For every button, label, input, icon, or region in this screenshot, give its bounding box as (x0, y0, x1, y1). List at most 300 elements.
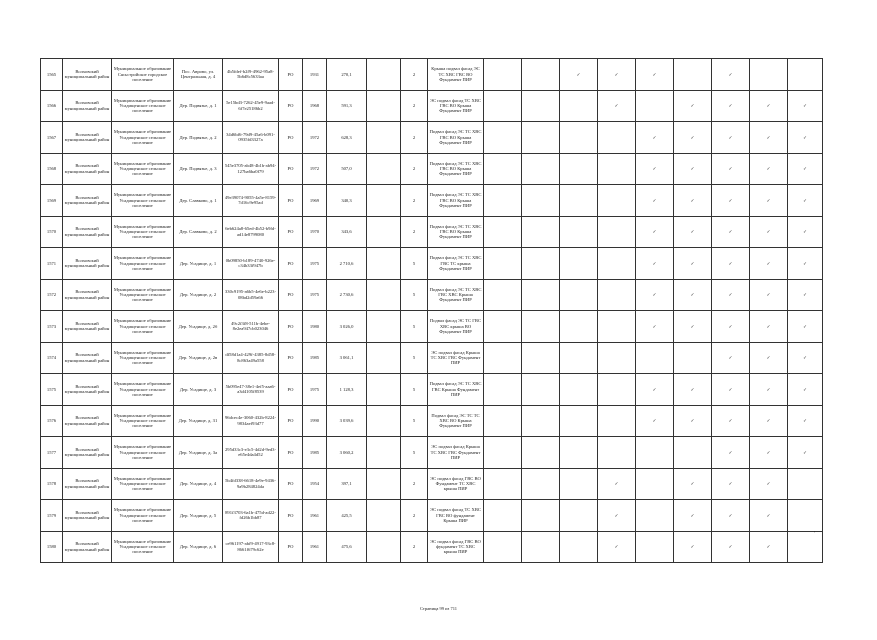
floors-cell: 5 (401, 248, 428, 280)
check-mark-icon: ✓ (788, 342, 823, 374)
municipality-cell: Муниципальное образование Усадищенское сельское поселение (112, 500, 174, 532)
district-cell: Волховский муниципальный район (63, 248, 112, 280)
check-mark-icon: ✓ (750, 500, 788, 532)
check-mark-icon: ✓ (788, 90, 823, 122)
check-mark-icon: ✓ (750, 122, 788, 154)
empty-check-cell (522, 374, 560, 406)
guid-cell: 5b4fd338-6618-4e9e-9436-9a9b284824da (223, 468, 279, 500)
works-cell: Подвал фасад ЭС ТС ХВС ГВС ВО Крыша Фундамент ПИР (428, 122, 484, 154)
row-number: 1567 (41, 122, 63, 154)
guid-cell: 545e3705-ab48-4b1b-ab94-127ba6ba0f79 (223, 153, 279, 185)
row-number: 1576 (41, 405, 63, 437)
empty-check-cell (636, 90, 674, 122)
municipality-cell: Муниципальное образование Усадищенское сельское поселение (112, 405, 174, 437)
check-mark-icon: ✓ (674, 279, 712, 311)
district-cell: Волховский муниципальный район (63, 468, 112, 500)
empty-check-cell (788, 59, 823, 91)
year-cell: 1970 (303, 216, 327, 248)
table-row (41, 531, 823, 563)
type-cell: РО (279, 531, 303, 563)
stray-mark: ' (814, 531, 816, 537)
type-cell: РО (279, 468, 303, 500)
district-cell: Волховский муниципальный район (63, 531, 112, 563)
type-cell: РО (279, 342, 303, 374)
floors-cell: 5 (401, 342, 428, 374)
empty-check-cell (560, 531, 598, 563)
guid-cell: 49e39074-9055-4a5e-8159-7d16c9e95ad (223, 185, 279, 217)
municipality-cell: Муниципальное образование Усадищенское сельское поселение (112, 248, 174, 280)
row-number: 1565 (41, 59, 63, 91)
row-number: 1578 (41, 468, 63, 500)
check-mark-icon: ✓ (712, 311, 750, 343)
address-cell: Дер. Подвязье, д. 1 (174, 90, 223, 122)
district-cell: Волховский муниципальный район (63, 153, 112, 185)
floors-cell: 5 (401, 311, 428, 343)
check-mark-icon: ✓ (712, 437, 750, 469)
check-mark-icon: ✓ (598, 500, 636, 532)
check-mark-icon: ✓ (788, 153, 823, 185)
address-cell: Дер. Славково, д. 1 (174, 185, 223, 217)
empty-cell (367, 122, 401, 154)
empty-cell (367, 531, 401, 563)
empty-cell (367, 500, 401, 532)
empty-check-cell (484, 342, 522, 374)
address-cell: Дер. Усадище, д. 2б (174, 311, 223, 343)
area-cell: 1 128,3 (327, 374, 367, 406)
table-row (41, 185, 823, 217)
area-cell: 3 026,0 (327, 311, 367, 343)
works-cell: ЭС подвал фасад ТС ХВС ГВС ВО фундамент Крыша ПИР (428, 500, 484, 532)
check-mark-icon: ✓ (788, 122, 823, 154)
empty-check-cell (484, 500, 522, 532)
empty-check-cell (636, 531, 674, 563)
check-mark-icon: ✓ (750, 279, 788, 311)
floors-cell: 2 (401, 500, 428, 532)
municipality-cell: Муниципальное образование Усадищенское сельское поселение (112, 185, 174, 217)
table-row (41, 374, 823, 406)
address-cell: Дер. Усадище, д. 2 (174, 279, 223, 311)
year-cell: 1985 (303, 342, 327, 374)
table-row (41, 90, 823, 122)
floors-cell: 2 (401, 531, 428, 563)
area-cell: 628,3 (327, 122, 367, 154)
guid-cell: 891f3703-6a1b-475d-ad22-fd26b1bb87 (223, 500, 279, 532)
check-mark-icon: ✓ (712, 531, 750, 563)
check-mark-icon: ✓ (560, 59, 598, 91)
type-cell: РО (279, 90, 303, 122)
empty-check-cell (598, 122, 636, 154)
empty-check-cell (522, 531, 560, 563)
check-mark-icon: ✓ (750, 468, 788, 500)
year-cell: 1968 (303, 90, 327, 122)
check-mark-icon: ✓ (712, 185, 750, 217)
check-mark-icon: ✓ (712, 153, 750, 185)
area-cell: 3 061,1 (327, 342, 367, 374)
municipality-cell: Муниципальное образование Сясьстройское городское поселение (112, 59, 174, 91)
floors-cell: 2 (401, 59, 428, 91)
row-number: 1572 (41, 279, 63, 311)
empty-cell (367, 342, 401, 374)
floors-cell: 2 (401, 185, 428, 217)
check-mark-icon: ✓ (674, 248, 712, 280)
type-cell: РО (279, 374, 303, 406)
guid-cell: ce961197-abf9-4917-93c8-8661f679c62e (223, 531, 279, 563)
check-mark-icon: ✓ (712, 405, 750, 437)
table-row (41, 437, 823, 469)
check-mark-icon: ✓ (788, 185, 823, 217)
check-mark-icon: ✓ (636, 311, 674, 343)
works-cell: ЭС подвал фасад ТС ХВС ГВС ВО Крыша Фундамент ПИР (428, 90, 484, 122)
empty-check-cell (636, 437, 674, 469)
empty-check-cell (560, 405, 598, 437)
empty-check-cell (788, 531, 823, 563)
empty-check-cell (522, 59, 560, 91)
floors-cell: 5 (401, 279, 428, 311)
check-mark-icon: ✓ (598, 531, 636, 563)
municipality-cell: Муниципальное образование Усадищенское сельское поселение (112, 216, 174, 248)
municipality-cell: Муниципальное образование Усадищенское сельское поселение (112, 342, 174, 374)
table-row (41, 216, 823, 248)
address-cell: Дер. Усадище, д. 31 (174, 405, 223, 437)
year-cell: 1961 (303, 531, 327, 563)
row-number: 1568 (41, 153, 63, 185)
empty-cell (367, 374, 401, 406)
empty-check-cell (484, 248, 522, 280)
table-row (41, 122, 823, 154)
empty-cell (367, 248, 401, 280)
works-cell: ЭС подвал фасад ГВС ВО фундамент ТС ХВС крыша ПИР (428, 531, 484, 563)
empty-check-cell (598, 216, 636, 248)
empty-cell (367, 153, 401, 185)
year-cell: 1980 (303, 311, 327, 343)
empty-check-cell (598, 342, 636, 374)
empty-cell (367, 468, 401, 500)
check-mark-icon: ✓ (674, 374, 712, 406)
municipality-cell: Муниципальное образование Усадищенское сельское поселение (112, 531, 174, 563)
area-cell: 343,6 (327, 216, 367, 248)
empty-check-cell (750, 59, 788, 91)
year-cell: 1975 (303, 248, 327, 280)
table-row (41, 311, 823, 343)
empty-cell (367, 185, 401, 217)
check-mark-icon: ✓ (712, 90, 750, 122)
row-number: 1573 (41, 311, 63, 343)
check-mark-icon: ✓ (636, 122, 674, 154)
district-cell: Волховский муниципальный район (63, 185, 112, 217)
check-mark-icon: ✓ (712, 342, 750, 374)
district-cell: Волховский муниципальный район (63, 374, 112, 406)
works-cell: Подвал фасад ЭС ТС ХВС ГВС ВО Крыша Фундамент ПИР (428, 216, 484, 248)
empty-check-cell (788, 468, 823, 500)
check-mark-icon: ✓ (712, 468, 750, 500)
row-number: 1575 (41, 374, 63, 406)
municipality-cell: Муниципальное образование Усадищенское сельское поселение (112, 374, 174, 406)
address-cell: Дер. Усадище, д. 1 (174, 248, 223, 280)
row-number: 1579 (41, 500, 63, 532)
type-cell: РО (279, 153, 303, 185)
page-footer: Страница 99 из 711 (419, 606, 458, 611)
check-mark-icon: ✓ (674, 311, 712, 343)
address-cell: Дер. Подвязье, д. 2 (174, 122, 223, 154)
row-number: 1577 (41, 437, 63, 469)
empty-check-cell (522, 185, 560, 217)
floors-cell: 5 (401, 437, 428, 469)
year-cell: 1985 (303, 437, 327, 469)
empty-check-cell (598, 437, 636, 469)
check-mark-icon: ✓ (788, 279, 823, 311)
check-mark-icon: ✓ (750, 437, 788, 469)
table-row (41, 59, 823, 91)
area-cell: 425,5 (327, 500, 367, 532)
check-mark-icon: ✓ (598, 59, 636, 91)
empty-cell (367, 279, 401, 311)
type-cell: РО (279, 122, 303, 154)
district-cell: Волховский муниципальный район (63, 59, 112, 91)
row-number: 1570 (41, 216, 63, 248)
works-cell: Подвал фасад ЭС ТС ТС ХВС ВО Крыша Фундамент ПИР (428, 405, 484, 437)
table-row (41, 248, 823, 280)
empty-check-cell (560, 122, 598, 154)
guid-cell: 5e15bd3-7262-45e9-9aad-6f7e25186b2 (223, 90, 279, 122)
address-cell: Дер. Усадище, д. 3 (174, 374, 223, 406)
municipality-cell: Муниципальное образование Усадищенское сельское поселение (112, 311, 174, 343)
works-cell: Крыша подвал фасад ЭС ТС ХВС ГВС ВО Фундамент ПИР (428, 59, 484, 91)
check-mark-icon: ✓ (788, 248, 823, 280)
check-mark-icon: ✓ (750, 153, 788, 185)
empty-check-cell (598, 374, 636, 406)
works-cell: ЭС подвал фасад ГВС ВО Фундамент ТС ХВС крыша ПИР (428, 468, 484, 500)
guid-cell: 330c9195-a6b5-4e6e-b223-08bd2d59a66 (223, 279, 279, 311)
address-cell: Дер. Славково, д. 2 (174, 216, 223, 248)
works-cell: Подвал фасад ЭС ТС ХВС ГВС ВО Крыша Фундамент ПИР (428, 153, 484, 185)
floors-cell: 5 (401, 374, 428, 406)
empty-cell (367, 216, 401, 248)
district-cell: Волховский муниципальный район (63, 311, 112, 343)
check-mark-icon: ✓ (788, 405, 823, 437)
empty-check-cell (522, 248, 560, 280)
check-mark-icon: ✓ (636, 216, 674, 248)
check-mark-icon: ✓ (674, 90, 712, 122)
type-cell: РО (279, 279, 303, 311)
empty-check-cell (674, 342, 712, 374)
works-cell: Подвал фасад ЭС ТС ХВС ГВС ВО Крыша Фундамент ПИР (428, 185, 484, 217)
guid-cell: 5b095e47-38e1-4ef5-aaa6-a3d4105f8539 (223, 374, 279, 406)
check-mark-icon: ✓ (712, 59, 750, 91)
empty-check-cell (598, 185, 636, 217)
check-mark-icon: ✓ (636, 59, 674, 91)
address-cell: Дер. Усадище, д. 3а (174, 437, 223, 469)
check-mark-icon: ✓ (674, 122, 712, 154)
empty-check-cell (674, 59, 712, 91)
guid-cell: 96dcec4e-3060-432b-8224-9834aef93d77 (223, 405, 279, 437)
check-mark-icon: ✓ (712, 374, 750, 406)
year-cell: 1972 (303, 153, 327, 185)
row-number: 1580 (41, 531, 63, 563)
check-mark-icon: ✓ (598, 90, 636, 122)
area-cell: 340,3 (327, 185, 367, 217)
empty-check-cell (598, 405, 636, 437)
address-cell: Дер. Усадище, д. 4 (174, 468, 223, 500)
row-number: 1566 (41, 90, 63, 122)
year-cell: 1931 (303, 59, 327, 91)
municipality-cell: Муниципальное образование Усадищенское сельское поселение (112, 437, 174, 469)
table-body (41, 59, 823, 563)
district-cell: Волховский муниципальный район (63, 216, 112, 248)
check-mark-icon: ✓ (750, 216, 788, 248)
check-mark-icon: ✓ (674, 153, 712, 185)
check-mark-icon: ✓ (712, 500, 750, 532)
check-mark-icon: ✓ (788, 374, 823, 406)
year-cell: 1969 (303, 185, 327, 217)
floors-cell: 2 (401, 216, 428, 248)
row-number: 1574 (41, 342, 63, 374)
empty-check-cell (522, 468, 560, 500)
empty-check-cell (522, 216, 560, 248)
type-cell: РО (279, 437, 303, 469)
district-cell: Волховский муниципальный район (63, 342, 112, 374)
empty-check-cell (522, 405, 560, 437)
check-mark-icon: ✓ (750, 90, 788, 122)
empty-check-cell (598, 279, 636, 311)
check-mark-icon: ✓ (636, 279, 674, 311)
type-cell: РО (279, 59, 303, 91)
empty-cell (367, 405, 401, 437)
guid-cell: 6eb624a8-65ed-4b52-b9fd-ad14e8799080 (223, 216, 279, 248)
empty-check-cell (560, 216, 598, 248)
floors-cell: 2 (401, 122, 428, 154)
floors-cell: 2 (401, 468, 428, 500)
municipality-cell: Муниципальное образование Усадищенское сельское поселение (112, 90, 174, 122)
check-mark-icon: ✓ (674, 531, 712, 563)
floors-cell: 2 (401, 153, 428, 185)
empty-check-cell (560, 374, 598, 406)
empty-check-cell (484, 374, 522, 406)
address-cell: Дер. Усадище, д. 5 (174, 500, 223, 532)
empty-check-cell (598, 311, 636, 343)
check-mark-icon: ✓ (712, 248, 750, 280)
empty-cell (367, 90, 401, 122)
address-cell: Дер. Усадище, д. 6 (174, 531, 223, 563)
check-mark-icon: ✓ (750, 531, 788, 563)
check-mark-icon: ✓ (636, 405, 674, 437)
check-mark-icon: ✓ (750, 374, 788, 406)
guid-cell: 0b09850-b189-4740-926e-c34b33f947b (223, 248, 279, 280)
empty-check-cell (484, 90, 522, 122)
empty-check-cell (484, 531, 522, 563)
empty-check-cell (598, 248, 636, 280)
empty-check-cell (560, 311, 598, 343)
check-mark-icon: ✓ (788, 437, 823, 469)
empty-check-cell (560, 279, 598, 311)
area-cell: 591,3 (327, 90, 367, 122)
area-cell: 2 710,6 (327, 248, 367, 280)
area-cell: 3 060,2 (327, 437, 367, 469)
empty-check-cell (484, 153, 522, 185)
works-cell: Подвал фасад ЭС ТС ГВС ХВС крыша ВО Фундамент ПИР (428, 311, 484, 343)
type-cell: РО (279, 311, 303, 343)
empty-check-cell (484, 216, 522, 248)
empty-check-cell (484, 405, 522, 437)
guid-cell: 49c2f3f8-511b-4ebe-8e2ea947cb023046 (223, 311, 279, 343)
check-mark-icon: ✓ (674, 185, 712, 217)
check-mark-icon: ✓ (712, 122, 750, 154)
floors-cell: 2 (401, 90, 428, 122)
empty-check-cell (636, 468, 674, 500)
area-cell: 475,6 (327, 531, 367, 563)
district-cell: Волховский муниципальный район (63, 122, 112, 154)
row-number: 1569 (41, 185, 63, 217)
check-mark-icon: ✓ (788, 311, 823, 343)
check-mark-icon: ✓ (598, 468, 636, 500)
empty-cell (367, 311, 401, 343)
row-number: 1571 (41, 248, 63, 280)
municipality-cell: Муниципальное образование Усадищенское сельское поселение (112, 153, 174, 185)
empty-cell (367, 59, 401, 91)
check-mark-icon: ✓ (750, 405, 788, 437)
empty-check-cell (560, 248, 598, 280)
check-mark-icon: ✓ (674, 468, 712, 500)
type-cell: РО (279, 216, 303, 248)
empty-check-cell (636, 500, 674, 532)
district-cell: Волховский муниципальный район (63, 279, 112, 311)
empty-check-cell (522, 342, 560, 374)
floors-cell: 5 (401, 405, 428, 437)
table-row (41, 468, 823, 500)
district-cell: Волховский муниципальный район (63, 500, 112, 532)
check-mark-icon: ✓ (712, 216, 750, 248)
municipality-cell: Муниципальное образование Усадищенское сельское поселение (112, 279, 174, 311)
register-table (40, 58, 823, 563)
check-mark-icon: ✓ (750, 342, 788, 374)
area-cell: 2 730,6 (327, 279, 367, 311)
empty-check-cell (560, 437, 598, 469)
check-mark-icon: ✓ (750, 248, 788, 280)
year-cell: 1954 (303, 468, 327, 500)
empty-check-cell (484, 185, 522, 217)
works-cell: Подвал фасад ЭС ТС ХВС ГВС Крыша Фундамент ПИР (428, 374, 484, 406)
address-cell: Пос. Аврово, ул. Центральная, д. 4 (174, 59, 223, 91)
check-mark-icon: ✓ (674, 500, 712, 532)
empty-check-cell (484, 437, 522, 469)
empty-check-cell (560, 90, 598, 122)
table-row (41, 153, 823, 185)
empty-check-cell (522, 90, 560, 122)
works-cell: Подвал фасад ЭС ТС ХВС ГВС ХВС Крыша Фундамент ПИР (428, 279, 484, 311)
works-cell: ЭС подвал фасад Крыша ТС ХВС ГВС Фундамент ПИР (428, 342, 484, 374)
year-cell: 1972 (303, 122, 327, 154)
empty-check-cell (636, 342, 674, 374)
check-mark-icon: ✓ (674, 405, 712, 437)
check-mark-icon: ✓ (636, 153, 674, 185)
empty-cell (367, 437, 401, 469)
guid-cell: 34d6bf6-79d9-45a6-b091-0935fd3327a (223, 122, 279, 154)
empty-check-cell (560, 342, 598, 374)
empty-check-cell (522, 437, 560, 469)
empty-check-cell (484, 311, 522, 343)
empty-check-cell (522, 311, 560, 343)
type-cell: РО (279, 500, 303, 532)
empty-check-cell (560, 153, 598, 185)
district-cell: Волховский муниципальный район (63, 437, 112, 469)
guid-cell: 295d33c3-e3c5-4d2d-9ed3-e65e4da4d52 (223, 437, 279, 469)
empty-check-cell (484, 59, 522, 91)
empty-check-cell (484, 279, 522, 311)
check-mark-icon: ✓ (636, 248, 674, 280)
empty-check-cell (484, 468, 522, 500)
check-mark-icon: ✓ (750, 185, 788, 217)
type-cell: РО (279, 405, 303, 437)
empty-check-cell (598, 153, 636, 185)
